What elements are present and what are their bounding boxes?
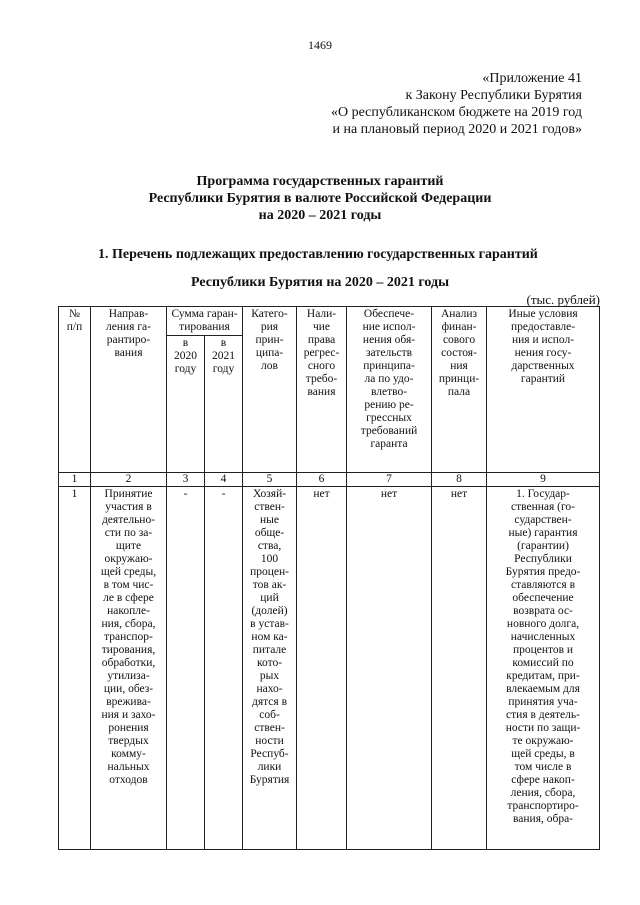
row-category: Хозяй- ствен- ные обще- ства, 100 процен- тов ак- ций (долей) в устав- ном ка- питале кото- рых нахо- дятся в соб- ствен- ности Респуб- лики Бурятия — [243, 487, 297, 850]
appendix-line: к Закону Республики Бурятия — [405, 88, 582, 103]
appendix-line: «О республиканском бюджете на 2019 год — [331, 105, 582, 120]
section-subtitle: Республики Бурятия на 2020 – 2021 годы — [190, 275, 450, 290]
appendix-line: и на плановый период 2020 и 2021 годов» — [332, 122, 582, 137]
program-title-line: Программа государственных гарантий — [196, 174, 444, 189]
program-title-line: на 2020 – 2021 годы — [258, 208, 382, 223]
header-direction: Направ- ления га- рантиро- вания — [91, 307, 167, 473]
appendix-line: «Приложение 41 — [482, 71, 582, 86]
section-title: 1. Перечень подлежащих предоставлению государственных гарантий — [98, 247, 538, 262]
column-number: 7 — [347, 473, 432, 487]
column-number: 3 — [167, 473, 205, 487]
header-year-2020: в 2020 году — [167, 336, 205, 473]
row-num: 1 — [59, 487, 91, 850]
column-number: 6 — [297, 473, 347, 487]
guarantees-table — [58, 306, 600, 850]
page-number: 1469 — [308, 38, 332, 52]
program-title — [0, 173, 640, 224]
header-year-2021: в 2021 году — [205, 336, 243, 473]
column-number: 5 — [243, 473, 297, 487]
column-number: 8 — [432, 473, 487, 487]
row-security: нет — [347, 487, 432, 850]
units-label: (тыс. рублей) — [526, 292, 600, 307]
row-regress: нет — [297, 487, 347, 850]
column-number: 4 — [205, 473, 243, 487]
column-number: 1 — [59, 473, 91, 487]
header-row — [59, 307, 600, 336]
column-number: 9 — [487, 473, 600, 487]
table-row — [59, 487, 600, 850]
header-analysis: Анализ финан- сового состоя- ния принци- пала — [432, 307, 487, 473]
appendix-reference — [331, 70, 582, 138]
row-direction: Принятие участия в деятельно- сти по за- щите окружаю- щей среды, в том чис- ле в сфере накопле- ния, сбора, транспор- тирования, обработки, утилиза- ции, обез- врежива- ния и захо- ронения твердых комму- нальных отходов — [91, 487, 167, 850]
program-title-line: Республики Бурятия в валюте Российской Федерации — [148, 191, 492, 206]
row-sum-2021: - — [205, 487, 243, 850]
header-category: Катего- рия прин- ципа- лов — [243, 307, 297, 473]
row-sum-2020: - — [167, 487, 205, 850]
header-other: Иные условия предоставле- ния и испол- нения госу- дарственных гарантий — [487, 307, 600, 473]
row-analysis: нет — [432, 487, 487, 850]
column-number-row — [59, 473, 600, 487]
row-other-conditions: 1. Государ- ственная (го- сударствен- ные) гарантия (гарантии) Республики Бурятия предо- ставляются в обеспечение возврата ос- новного долга, начисленных процентов и комиссий по кредитам, при- влекаемым для принятия уча- стия в деятель- ности по защи- те окружаю- щей среды, в том числе в сфере накоп- ления, сбора, транспортиро- вания, обра- — [487, 487, 600, 850]
header-num: № п/п — [59, 307, 91, 473]
header-security: Обеспече- ние испол- нения обя- зательств принципа- ла по удо- влетво- рению ре- грессных требований гаранта — [347, 307, 432, 473]
header-regress: Нали- чие права регрес- сного требо- вания — [297, 307, 347, 473]
column-number: 2 — [91, 473, 167, 487]
header-sum: Сумма гаран- тирования — [167, 307, 243, 336]
